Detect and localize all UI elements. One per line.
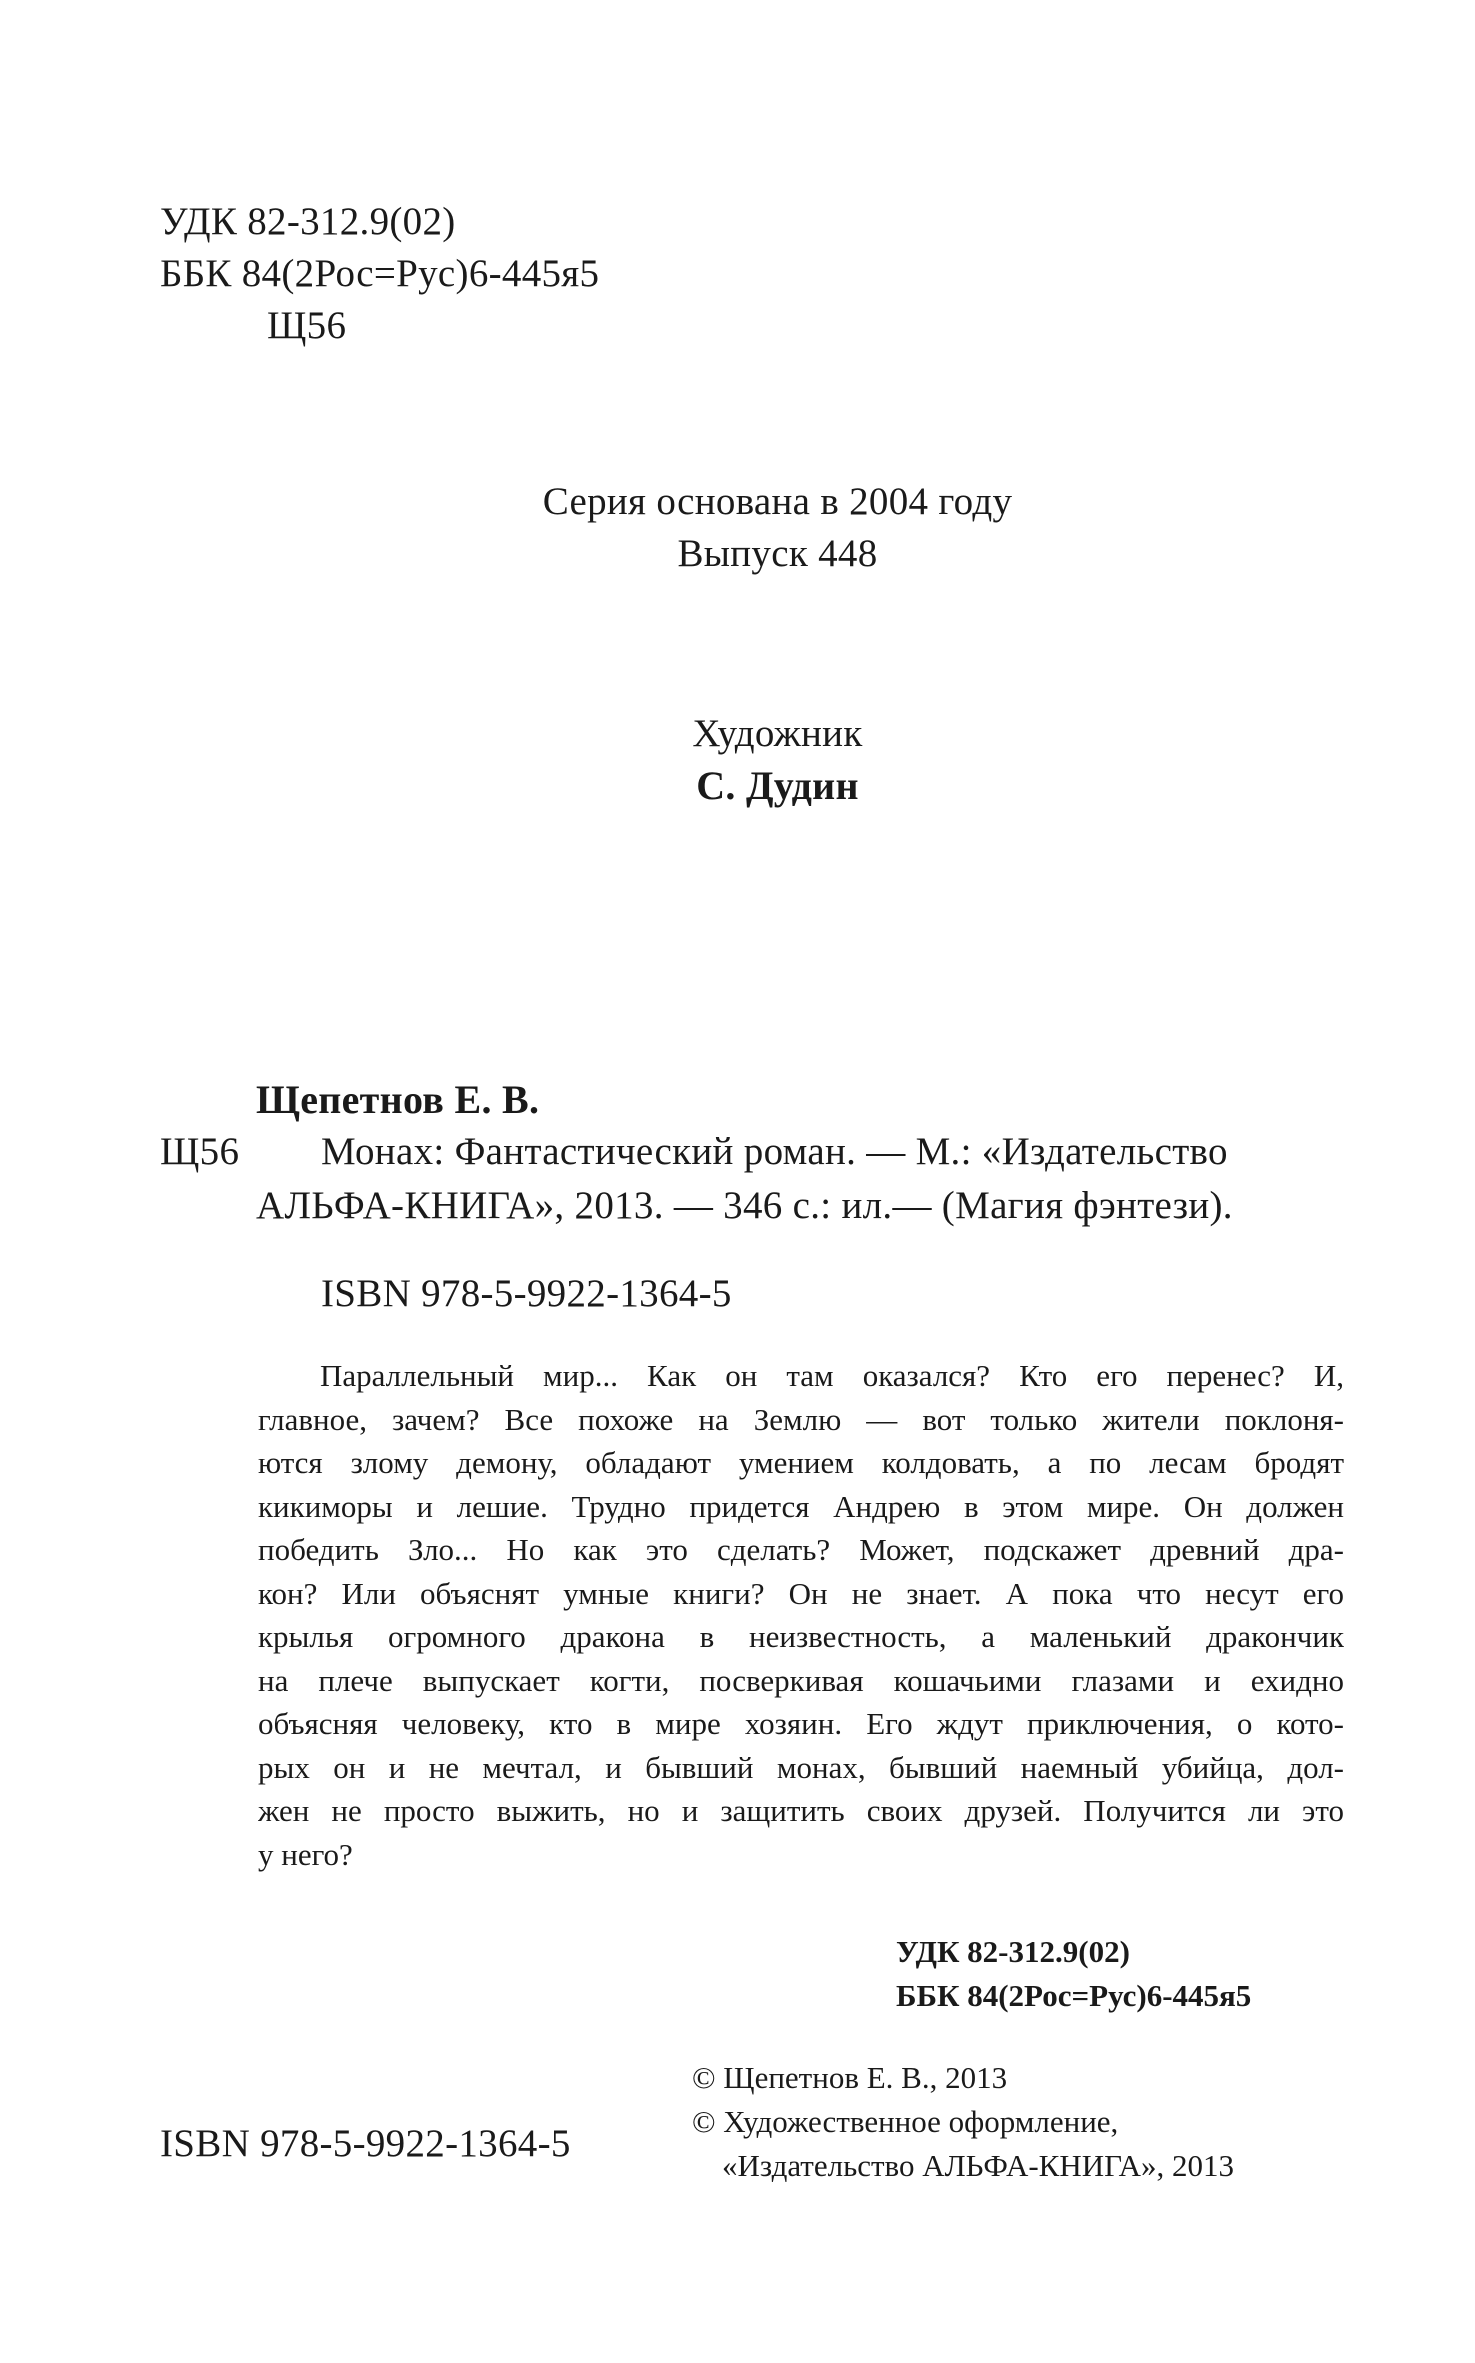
- artist-credit: [0, 708, 1475, 812]
- copyright-design: © Художественное оформление,: [692, 2104, 1119, 2139]
- classification-block: [160, 196, 599, 352]
- annotation-line: на плече выпускает когти, посверкивая кошачьими глазами и ехидно: [258, 1662, 1344, 1698]
- annotation-line: у него?: [258, 1836, 353, 1872]
- udk-code: УДК 82-312.9(02): [160, 200, 456, 243]
- author-mark: Щ56: [267, 304, 347, 347]
- bbk-code: ББК 84(2Рос=Рус)6-445я5: [160, 252, 600, 295]
- annotation-line: жен не просто выжить, но и защитить своих друзей. Получится ли это: [258, 1793, 1344, 1828]
- bibliography-line-2: АЛЬФА-КНИГА», 2013. — 346 с.: ил.— (Магия фэнтези).: [256, 1184, 1233, 1227]
- footer-isbn: ISBN 978-5-9922-1364-5: [160, 2122, 571, 2165]
- artist-name: С. Дудин: [696, 763, 859, 808]
- annotation-line: крылья огромного дракона в неизвестность, а маленький дракончик: [258, 1619, 1344, 1654]
- bibliography-isbn: ISBN 978-5-9922-1364-5: [321, 1272, 732, 1315]
- bibliography-line-1: Монах: Фантастический роман. — М.: «Издательство: [321, 1130, 1228, 1173]
- series-founded: Серия основана в 2004 году: [542, 480, 1013, 523]
- series-info: [0, 476, 1475, 580]
- annotation-line: ются злому демону, обладают умением колдовать, а по лесам бродят: [258, 1445, 1344, 1480]
- annotation-line: главное, зачем? Все похоже на Землю — вот только жители поклоня-: [258, 1401, 1344, 1437]
- series-issue: Выпуск 448: [677, 532, 878, 575]
- footer-classification: [896, 1930, 1251, 2018]
- annotation-line: объясняя человеку, кто в мире хозяин. Его ждут приключения, о кото-: [258, 1706, 1344, 1741]
- annotation-line: победить Зло... Но как это сделать? Может, подскажет древний дра-: [258, 1532, 1344, 1567]
- author-heading: Щепетнов Е. В.: [256, 1077, 540, 1122]
- footer-udk: УДК 82-312.9(02): [896, 1934, 1130, 1969]
- annotation-line: рых он и не мечтал, и бывший монах, бывший наемный убийца, дол-: [258, 1749, 1344, 1785]
- annotation-line: Параллельный мир... Как он там оказался? Кто его перенес? И,: [320, 1358, 1344, 1393]
- copyright-publisher: «Издательство АЛЬФА-КНИГА», 2013: [722, 2148, 1235, 2183]
- bibliography-author-mark: Щ56: [160, 1130, 240, 1173]
- copyright-notices: [692, 2056, 1234, 2188]
- copyright-author: © Щепетнов Е. В., 2013: [692, 2060, 1008, 2095]
- annotation: [258, 1354, 1344, 1876]
- annotation-line: кон? Или объяснят умные книги? Он не знает. А пока что несут его: [258, 1575, 1344, 1611]
- annotation-line: кикиморы и лешие. Трудно придется Андрею в этом мире. Он должен: [258, 1488, 1344, 1524]
- footer-bbk: ББК 84(2Рос=Рус)6-445я5: [896, 1978, 1252, 2013]
- artist-label: Художник: [692, 712, 863, 755]
